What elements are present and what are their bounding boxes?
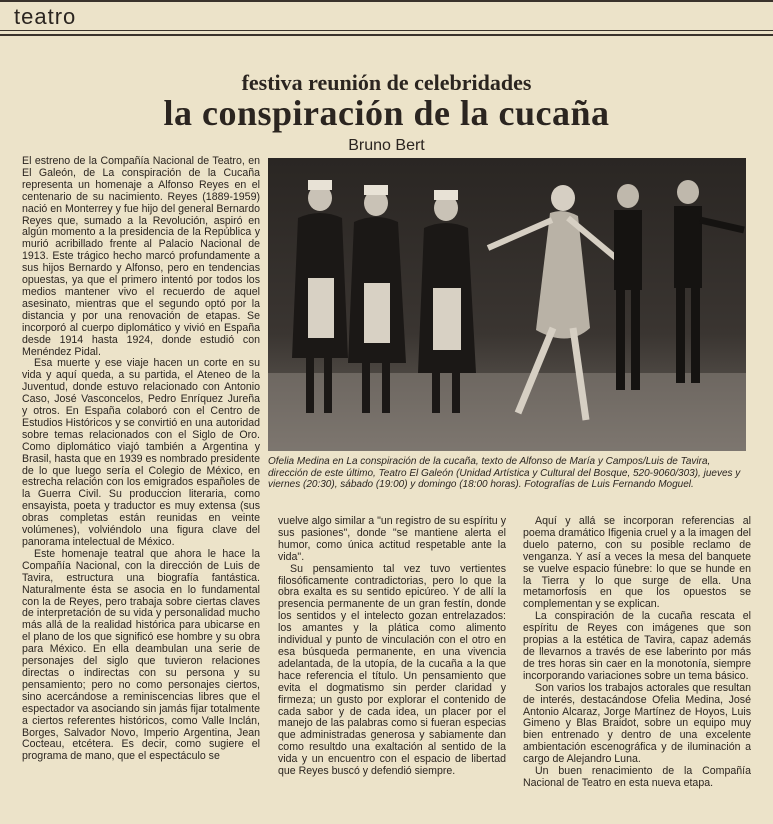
stage-photo-illustration	[268, 158, 746, 451]
paragraph: Este homenaje teatral que ahora le hace la Compañía Nacional, con la dirección de Luis de Tavira, estructura una biografía fantástica. Naturalmente ésta se asocia en lo fundamental con la de Reyes, pero trabaja sobre ciertas claves de interpretación de su vida y personalidad mucho más allá de la realidad histórica para ubicarse en el plano de los que significó ese hombre y su obra para México. En ella deambulan una serie de personajes del siglo que tuvieron relaciones directas o indirectas con su persona y su pensamiento; pero no como personajes ciertos, sino acercándose a reminiscencias libres que el espectador va asociando sin jamás fijar totalmente a ciertos referentes históricos, como Valle Inclán, Borges, Salvador Novo, Imperio Argentina, Jean Cocteau, etcétera. Es decir, como sugiere el programa de mano, que el espectáculo se	[22, 547, 260, 763]
header-rule-thin	[0, 30, 773, 31]
header-rule-thick	[0, 34, 773, 36]
paragraph: El estreno de la Compañía Nacional de Teatro, en El Galeón, de La conspiración de la Cucaña representa un homenaje a Alfonso Reyes en el centenario de su nacimiento. Reyes (1889-1959) nació en Monterrey y fue hijo del general Bernardo Reyes que, sumado a la Revolución, aspiró en algún momento a la presidencia de la República y murió acribillado frente al Palacio Nacional de 1913. Este trágico hecho marcó profundamente a sus hijos Bernardo y Alfonso, pero en tendencias opuestas, ya que el primero intentó por todos los medios mantener vivo el recuerdo de aquel asesinato, mientras que el segundo optó por la distancia y por una renovación de etapas. Se incorporó al cuerpo diplomático y vivió en España desde 1914 hasta 1924, donde estudió con Menéndez Pidal.	[22, 156, 260, 358]
paragraph: Su pensamiento tal vez tuvo vertientes filosóficamente contradictorias, pero lo que la obra exalta es su sentido epicúreo. Y de allí la presencia permanente de un gran festín, donde los sentidos y el intelecto gozan entrelazados: los amantes y la plática como alimento individual y punto de vinculación con el otro en esa búsqueda permanente, en una vivencia adelantada, de la utopía, de la cucaña a la que hace referencia el título. Un pensamiento que evita el dogmatismo sin perder claridad y firmeza; un gusto por explorar el contenido de cada sabor y de cada idea, un placer por el manejo de las palabras como si fueran especias que administradas generosa y sabiamente dan como resultdo una exaltación al sentido de la vida y un encuentro con el espacio de libertad que Reyes buscó y defendió siempre.	[278, 562, 506, 778]
article-column-1	[22, 156, 260, 804]
paragraph: vuelve algo similar a "un registro de su espíritu y sus pasiones", donde "se mantiene alerta el humor, como única actitud respetable ante la vida".	[278, 516, 506, 563]
article-kicker: festiva reunión de celebridades	[241, 70, 532, 95]
article-column-3	[523, 516, 751, 804]
paragraph: La conspiración de la cucaña rescata el espíritu de Reyes con imágenes que son propias a la estética de Tavira, capaz además de llevarnos a través de ese laberinto por más de tres horas sin caer en la monotonía, siempre incorporando variaciones sobre un tema básico.	[523, 610, 751, 682]
section-label: teatro	[14, 4, 77, 29]
photo-caption: Ofelia Medina en La conspiración de la cucaña, texto de Alfonso de María y Campos/Luis de Tavira, dirección de este último, Teatro El Galeón (Unidad Artística y Cultural del Bosque, 520-9060/303), jueves y viernes (20:30), sábado (19:00) y domingo (18:00 horas). Fotografías de Luis Fernando Moguel.	[268, 456, 741, 490]
top-rule	[0, 0, 773, 2]
article-column-2	[278, 516, 506, 804]
paragraph: Aquí y allá se incorporan referencias al poema dramático Ifigenia cruel y a la imagen del duelo paterno, con su posible reclamo de venganza. Y así a veces la mesa del banquete se vuelve espacio fúnebre: lo que se hunde en la Tierra y lo que surge de ella. Una metamorfosis en que los opuestos se complementan y se explican.	[523, 516, 751, 611]
article-title: la conspiración de la cucaña	[163, 93, 610, 133]
article-byline: Bruno Bert	[348, 137, 425, 154]
paragraph: Un buen renacimiento de la Compañía Nacional de Teatro en esta nueva etapa.	[523, 765, 751, 789]
stage-photo	[268, 158, 746, 451]
paragraph: Son varios los trabajos actorales que resultan de interés, destacándose Ofelia Medina, José Antonio Alcaraz, Jorge Martínez de Hoyos, Luis Gimeno y Blas Braidot, sobre un equipo muy bien entrenado y dentro de una excelente ambientación escenográfica y de iluminación a cargo de Alejandro Luna.	[523, 681, 751, 766]
paragraph: Esa muerte y ese viaje hacen un corte en su vida y aquí queda, a su partida, el Ateneo de la Juventud, donde estuvo relacionado con Antonio Caso, José Vasconcelos, Pedro Enríquez Jureña y otros. En España colaboró con el Centro de Estudios Históricos y se convirtió en una autoridad sobre temas relacionados con el Siglo de Oro. Como diplomático viajó también a Argentina y Brasil, hasta que en 1939 es nombrado presidente de lo que luego sería el Colegio de México, en estrecha relación con los emigrados españoles de la Guerra Civil. Su produccion literaria, como ensayista, poeta y traductor es muy extensa (sus obras completas están reunidas en veinte volúmenes), volviéndolo una figura clave del panorama intelectual de México.	[22, 357, 260, 548]
